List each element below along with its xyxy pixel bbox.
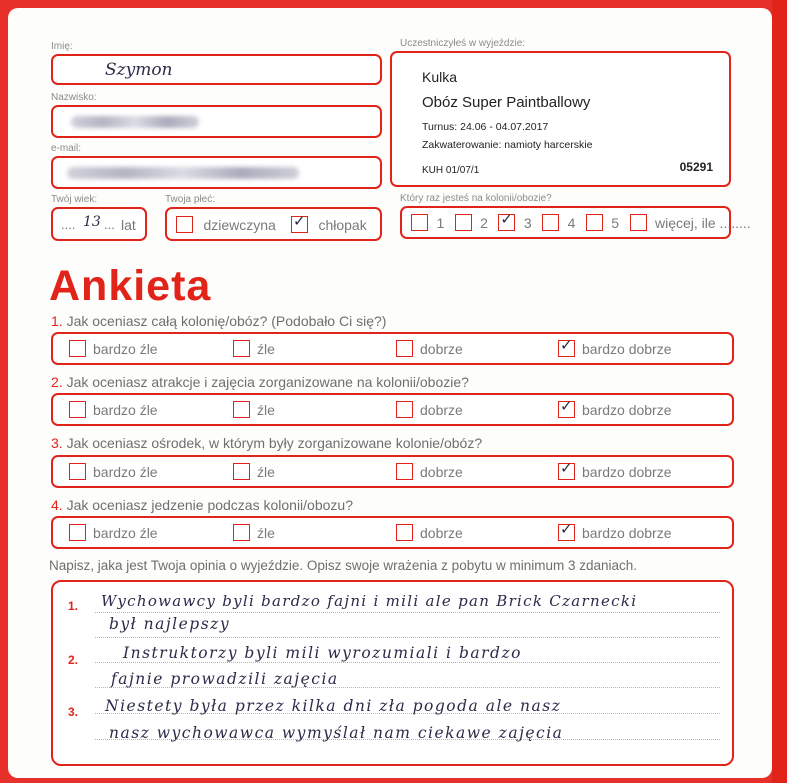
plec-dziewczyna-label: dziewczyna bbox=[203, 216, 276, 233]
option-label: bardzo dobrze bbox=[582, 401, 672, 418]
opinion-line-1: Wychowawcy byli bardzo fajni i mili ale pan Brick Czarnecki bbox=[101, 592, 638, 610]
opinion-line-5: Niestety była przez kilka dni zła pogoda ale nasz bbox=[105, 697, 562, 715]
check-mark-icon: ✓ bbox=[560, 397, 573, 416]
question-4 bbox=[51, 497, 353, 513]
answer-4-option-1[interactable] bbox=[69, 524, 158, 542]
answer-1-option-1[interactable] bbox=[69, 340, 158, 358]
nazwisko-label: Nazwisko: bbox=[51, 92, 97, 103]
times-3-label: 3 bbox=[523, 214, 532, 231]
question-2-text: Jak oceniasz atrakcje i zajęcia zorganizowane na kolonii/obozie? bbox=[62, 374, 469, 390]
checkbox-chlopak[interactable] bbox=[291, 212, 308, 233]
opinion-line-6: nasz wychowawca wymyślał nam ciekawe zajęcia bbox=[109, 724, 564, 742]
question-2-number: 2. bbox=[51, 374, 63, 390]
answer-4-option-3[interactable] bbox=[396, 524, 463, 542]
answer-2-option-2[interactable] bbox=[233, 401, 275, 419]
checkbox-q2-bardzo-dobrze[interactable] bbox=[558, 397, 575, 418]
question-1-text: Jak oceniasz całą kolonię/obóz? (Podobało Ci się?) bbox=[62, 313, 387, 329]
answer-row-3 bbox=[51, 455, 734, 488]
answer-3-option-2[interactable] bbox=[233, 463, 275, 481]
wiek-dots: .... bbox=[61, 217, 76, 232]
answer-1-option-4[interactable] bbox=[558, 336, 672, 358]
times-2-label: 2 bbox=[480, 214, 488, 231]
opinion-number-1: 1. bbox=[68, 599, 79, 613]
imie-value: Szymon bbox=[105, 60, 173, 80]
check-mark-icon: ✓ bbox=[560, 336, 573, 355]
answer-row-4 bbox=[51, 516, 734, 549]
question-3 bbox=[51, 435, 482, 451]
option-label: źle bbox=[257, 401, 275, 418]
trip-label: Uczestniczyłeś w wyjeździe: bbox=[400, 38, 526, 49]
plec-chlopak-label: chłopak bbox=[318, 216, 367, 233]
imie-label: Imię: bbox=[51, 41, 73, 52]
check-mark-icon: ✓ bbox=[293, 212, 306, 231]
trip-code: KUH 01/07/1 bbox=[422, 165, 480, 176]
wiek-dots-2: ... bbox=[104, 217, 115, 232]
question-1 bbox=[51, 313, 386, 329]
option-label: dobrze bbox=[420, 524, 463, 541]
checkbox-q4-bardzo-zle[interactable] bbox=[69, 524, 86, 541]
red-edge bbox=[772, 0, 787, 783]
option-label: bardzo źle bbox=[93, 401, 158, 418]
answer-4-option-2[interactable] bbox=[233, 524, 275, 542]
check-mark-icon: ✓ bbox=[500, 210, 513, 229]
answer-1-option-3[interactable] bbox=[396, 340, 463, 358]
nazwisko-field[interactable] bbox=[51, 105, 382, 138]
answer-row-2 bbox=[51, 393, 734, 426]
trip-name: Kulka bbox=[422, 69, 458, 85]
checkbox-q1-dobrze[interactable] bbox=[396, 340, 413, 357]
wiek-field[interactable] bbox=[51, 207, 147, 241]
checkbox-dziewczyna[interactable] bbox=[176, 216, 193, 233]
answer-2-option-1[interactable] bbox=[69, 401, 158, 419]
checkbox-q2-bardzo-zle[interactable] bbox=[69, 401, 86, 418]
question-1-number: 1. bbox=[51, 313, 63, 329]
ruled-line bbox=[95, 637, 720, 638]
wiek-unit: lat bbox=[121, 217, 136, 233]
checkbox-q4-bardzo-dobrze[interactable] bbox=[558, 520, 575, 541]
email-field[interactable] bbox=[51, 156, 382, 189]
option-label: bardzo dobrze bbox=[582, 463, 672, 480]
answer-2-option-4[interactable] bbox=[558, 397, 672, 419]
question-4-number: 4. bbox=[51, 497, 63, 513]
ruled-line bbox=[95, 662, 720, 663]
checkbox-q4-zle[interactable] bbox=[233, 524, 250, 541]
option-label: bardzo źle bbox=[93, 340, 158, 357]
plec-option-chlopak[interactable] bbox=[291, 212, 367, 234]
redacted-surname bbox=[71, 116, 199, 128]
check-mark-icon: ✓ bbox=[560, 520, 573, 539]
option-label: dobrze bbox=[420, 401, 463, 418]
checkbox-q2-dobrze[interactable] bbox=[396, 401, 413, 418]
opinion-textarea[interactable] bbox=[51, 580, 734, 766]
question-3-text: Jak oceniasz ośrodek, w którym były zorganizowane kolonie/obóz? bbox=[62, 435, 483, 451]
checkbox-q4-dobrze[interactable] bbox=[396, 524, 413, 541]
times-more-label: więcej, ile ........ bbox=[654, 214, 751, 231]
option-label: źle bbox=[257, 463, 275, 480]
plec-label: Twoja płeć: bbox=[165, 194, 216, 205]
wiek-label: Twój wiek: bbox=[51, 194, 98, 205]
trip-turnus: Turnus: 24.06 - 04.07.2017 bbox=[422, 121, 549, 133]
times-4-label: 4 bbox=[567, 214, 576, 231]
email-label: e-mail: bbox=[51, 143, 82, 154]
question-3-number: 3. bbox=[51, 435, 63, 451]
opinion-number-2: 2. bbox=[68, 653, 79, 667]
trip-number: 05291 bbox=[679, 160, 713, 174]
option-label: bardzo źle bbox=[93, 524, 158, 541]
option-label: źle bbox=[257, 340, 275, 357]
checkbox-q2-zle[interactable] bbox=[233, 401, 250, 418]
opinion-line-3: Instruktorzy byli mili wyrozumiali i bardzo bbox=[123, 644, 522, 662]
checkbox-q1-bardzo-dobrze[interactable] bbox=[558, 336, 575, 357]
checkbox-q3-bardzo-dobrze[interactable] bbox=[558, 459, 575, 480]
opinion-prompt: Napisz, jaka jest Twoja opinia o wyjeździe. Opisz swoje wrażenia z pobytu w minimum 3 zdaniach. bbox=[49, 558, 638, 573]
answer-1-option-2[interactable] bbox=[233, 340, 275, 358]
times-5-label: 5 bbox=[611, 214, 620, 231]
check-mark-icon: ✓ bbox=[560, 459, 573, 478]
option-label: bardzo dobrze bbox=[582, 340, 672, 357]
checkbox-times-1[interactable] bbox=[411, 214, 428, 231]
times-field bbox=[400, 206, 751, 239]
checkbox-q1-zle[interactable] bbox=[233, 340, 250, 357]
times-1-label: 1 bbox=[436, 214, 445, 231]
opinion-number-3: 3. bbox=[68, 705, 79, 719]
times-options bbox=[411, 210, 751, 232]
opinion-line-4: fajnie prowadzili zajęcia bbox=[111, 670, 339, 688]
checkbox-q3-zle[interactable] bbox=[233, 463, 250, 480]
option-label: źle bbox=[257, 524, 275, 541]
answer-4-option-4[interactable] bbox=[558, 520, 672, 542]
plec-field bbox=[165, 207, 382, 241]
checkbox-times-4[interactable] bbox=[542, 214, 559, 231]
question-2 bbox=[51, 374, 469, 390]
answer-3-option-4[interactable] bbox=[558, 459, 672, 481]
trip-accommodation: Zakwaterowanie: namioty harcerskie bbox=[422, 139, 593, 151]
ruled-line bbox=[95, 612, 720, 613]
checkbox-times-5[interactable] bbox=[586, 214, 603, 231]
wiek-value: 13 bbox=[83, 214, 101, 230]
checkbox-q1-bardzo-zle[interactable] bbox=[69, 340, 86, 357]
redacted-email bbox=[67, 167, 299, 179]
checkbox-times-2[interactable] bbox=[455, 214, 472, 231]
checkbox-q3-bardzo-zle[interactable] bbox=[69, 463, 86, 480]
option-label: bardzo źle bbox=[93, 463, 158, 480]
checkbox-times-more[interactable] bbox=[630, 214, 647, 231]
option-label: dobrze bbox=[420, 340, 463, 357]
question-4-text: Jak oceniasz jedzenie podczas kolonii/obozu? bbox=[62, 497, 353, 513]
answer-2-option-3[interactable] bbox=[396, 401, 463, 419]
plec-option-dziewczyna[interactable] bbox=[176, 216, 276, 234]
trip-camp: Obóz Super Paintballowy bbox=[422, 94, 591, 111]
opinion-line-2: był najlepszy bbox=[109, 615, 231, 633]
checkbox-times-3[interactable] bbox=[498, 210, 515, 231]
option-label: dobrze bbox=[420, 463, 463, 480]
survey-title: Ankieta bbox=[49, 262, 212, 310]
option-label: bardzo dobrze bbox=[582, 524, 672, 541]
times-label: Który raz jesteś na kolonii/obozie? bbox=[400, 193, 552, 204]
checkbox-q3-dobrze[interactable] bbox=[396, 463, 413, 480]
answer-row-1 bbox=[51, 332, 734, 365]
imie-field[interactable] bbox=[51, 54, 382, 85]
answer-3-option-1[interactable] bbox=[69, 463, 158, 481]
answer-3-option-3[interactable] bbox=[396, 463, 463, 481]
trip-info-box bbox=[390, 51, 731, 187]
